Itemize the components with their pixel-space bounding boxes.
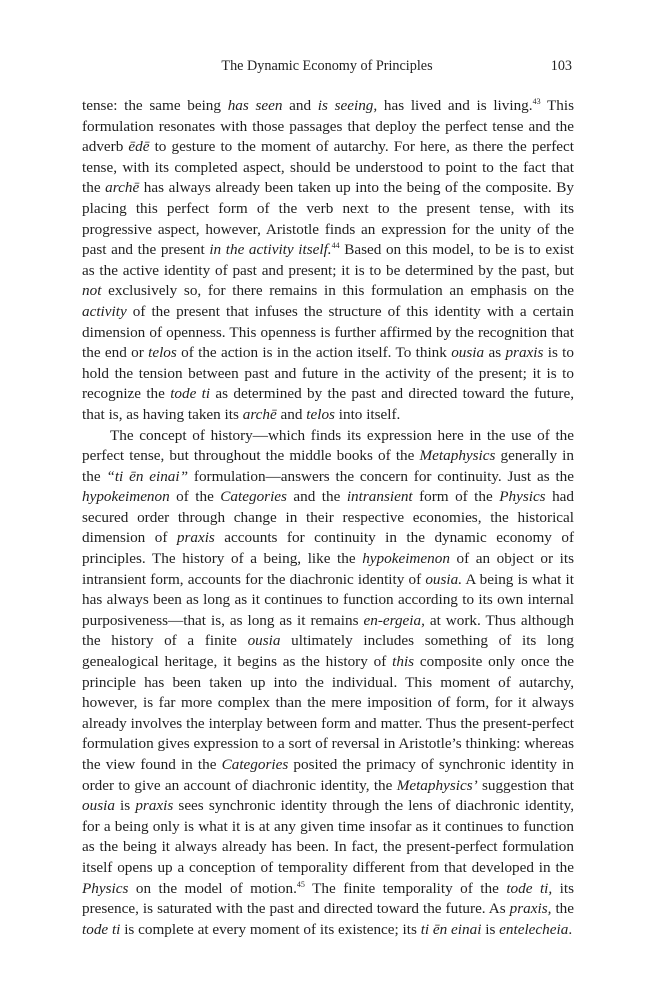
body-text (82, 96, 574, 940)
text-run: is complete at every moment of its existence; its (120, 920, 421, 938)
text-run: sees synchronic identity through the lens of diachronic identity, for a being only is what it is at any given time insofar as it continues to function as the being it always already has been. In fact, the present-perfect formulation itself opens up a conception of temporality different from that developed in the (82, 797, 574, 876)
italic-term: “ti ēn einai” (106, 467, 189, 485)
italic-term: in the activity itself. (209, 241, 332, 259)
italic-term: hypokeimenon (82, 488, 170, 506)
italic-term: telos (148, 344, 177, 362)
footnote-ref: 45 (296, 879, 305, 889)
paragraph-1 (82, 96, 574, 426)
text-run: suggestion that (477, 776, 574, 794)
italic-term: intransient (346, 488, 413, 506)
running-title: The Dynamic Economy of Principles (221, 58, 433, 74)
text-run: of the (169, 488, 221, 506)
italic-term: praxis (176, 529, 215, 547)
text-run: is to hold the tension between past and future in the activity of the present; it is to recognize the (82, 344, 574, 403)
italic-term: this (392, 653, 415, 671)
italic-term: praxis (505, 344, 544, 362)
text-run: . (568, 920, 573, 938)
italic-term: praxis, (509, 900, 552, 918)
text-run: The finite temporality of the (304, 879, 507, 897)
text-run: to gesture to the moment of autarchy. For here, as there the perfect tense, with its completed aspect, should be understood to point to the fact that the (82, 138, 574, 197)
text-run: composite only once the principle has been taken up into the individual. This moment of autarchy, however, is far more complex than the mere imposition of form, for it always already involves the interplay between form and matter. Thus the present-perfect formulation gives expression to a sort of reversal in Aristotle’s thinking: whereas the view found in the (82, 653, 574, 773)
text-run: A being is what it has always been as long as it continues to function according to its own internal purposiveness—that is, as long as it remains (82, 570, 574, 629)
text-run: tense: the same being (82, 97, 228, 114)
italic-term: ēdē (128, 138, 150, 156)
italic-term: ousia. (425, 570, 463, 588)
text-run: is (481, 920, 500, 938)
text-run: its presence, is saturated with the past and directed toward the future. As (82, 879, 575, 918)
text-run: generally in the (82, 447, 574, 485)
italic-term: ti ēn einai (420, 920, 482, 938)
text-run: and (276, 405, 307, 423)
italic-term: entelecheia (499, 920, 569, 938)
italic-term: ousia (451, 344, 485, 362)
italic-term: has seen (227, 97, 283, 114)
page-number: 103 (550, 58, 572, 74)
text-run: and (282, 97, 318, 114)
italic-term: not (82, 282, 102, 300)
text-run: and the (286, 488, 347, 506)
paragraph-2 (82, 426, 574, 941)
italic-term: hypokeimenon (362, 550, 450, 568)
text-run: This formulation resonates with those passages that deploy the perfect tense and the adverb (82, 97, 574, 156)
italic-term: Physics (499, 488, 546, 506)
italic-term: archē (242, 405, 277, 423)
italic-term: is seeing, (317, 97, 378, 114)
text-run: had secured order through change in their respective economies, the historical dimension of (82, 488, 574, 547)
italic-term: Physics (82, 879, 129, 897)
text-run: posited the primacy of synchronic identity in order to give an account of diachronic identity, the (82, 756, 574, 794)
italic-term: telos (306, 405, 335, 423)
italic-term: Metaphysics’ (396, 776, 478, 794)
text-run: has always already been taken up into the being of the composite. By placing this perfect form of the verb next to the present tense, with its progressive aspect, however, Aristotle finds an expression for the unity of the past and the present (82, 179, 574, 259)
italic-term: Categories (220, 488, 287, 506)
footnote-ref: 44 (331, 241, 340, 251)
text-run: has lived and is living. (377, 97, 533, 114)
italic-term: praxis (135, 797, 174, 815)
italic-term: en-ergeia, (363, 611, 425, 629)
text-run: formulation—answers the concern for continuity. Just as the (188, 467, 574, 485)
text-run: Based on this model, to be is to exist as the active identity of past and present; it is to be determined by the past, but (82, 241, 575, 279)
italic-term: activity (82, 302, 127, 320)
text-run: The concept of history—which finds its expression here in the use of the perfect tense, but throughout the middle books of the (82, 426, 574, 465)
running-header (82, 58, 572, 82)
text-run: accounts for continuity in the dynamic economy of principles. The history of a being, like the (82, 529, 574, 568)
text-run: of an object or its intransient form, accounts for the diachronic identity of (82, 550, 574, 588)
text-run: as (484, 344, 506, 362)
text-run: form of the (412, 488, 500, 506)
text-run: into itself. (334, 405, 401, 423)
text-run: as determined by the past and directed toward the future, that is, as having taken its (82, 385, 575, 423)
text-run: exclusively so, for there remains in this formulation an emphasis on the (101, 282, 574, 300)
italic-term: ousia (247, 632, 281, 650)
footnote-ref: 43 (532, 97, 541, 106)
italic-term: tode ti (170, 385, 211, 403)
text-run: of the action is in the action itself. To think (176, 344, 452, 362)
italic-term: archē (105, 179, 140, 197)
italic-term: tode ti, (506, 879, 553, 897)
text-run: at work. Thus although the history of a finite (82, 611, 574, 650)
text-run: ultimately includes something of its long genealogical heritage, it begins as the history of (82, 632, 574, 671)
text-run: is (114, 797, 136, 815)
italic-term: ousia (82, 797, 115, 815)
text-run: of the present that infuses the structure of this identity with a certain dimension of openness. This openness is further affirmed by the recognition that the end or (82, 302, 574, 362)
italic-term: Categories (221, 756, 289, 773)
italic-term: Metaphysics (419, 447, 496, 465)
italic-term: tode ti (82, 920, 121, 938)
text-run: on the model of motion. (128, 879, 297, 897)
text-run: the (551, 900, 575, 918)
